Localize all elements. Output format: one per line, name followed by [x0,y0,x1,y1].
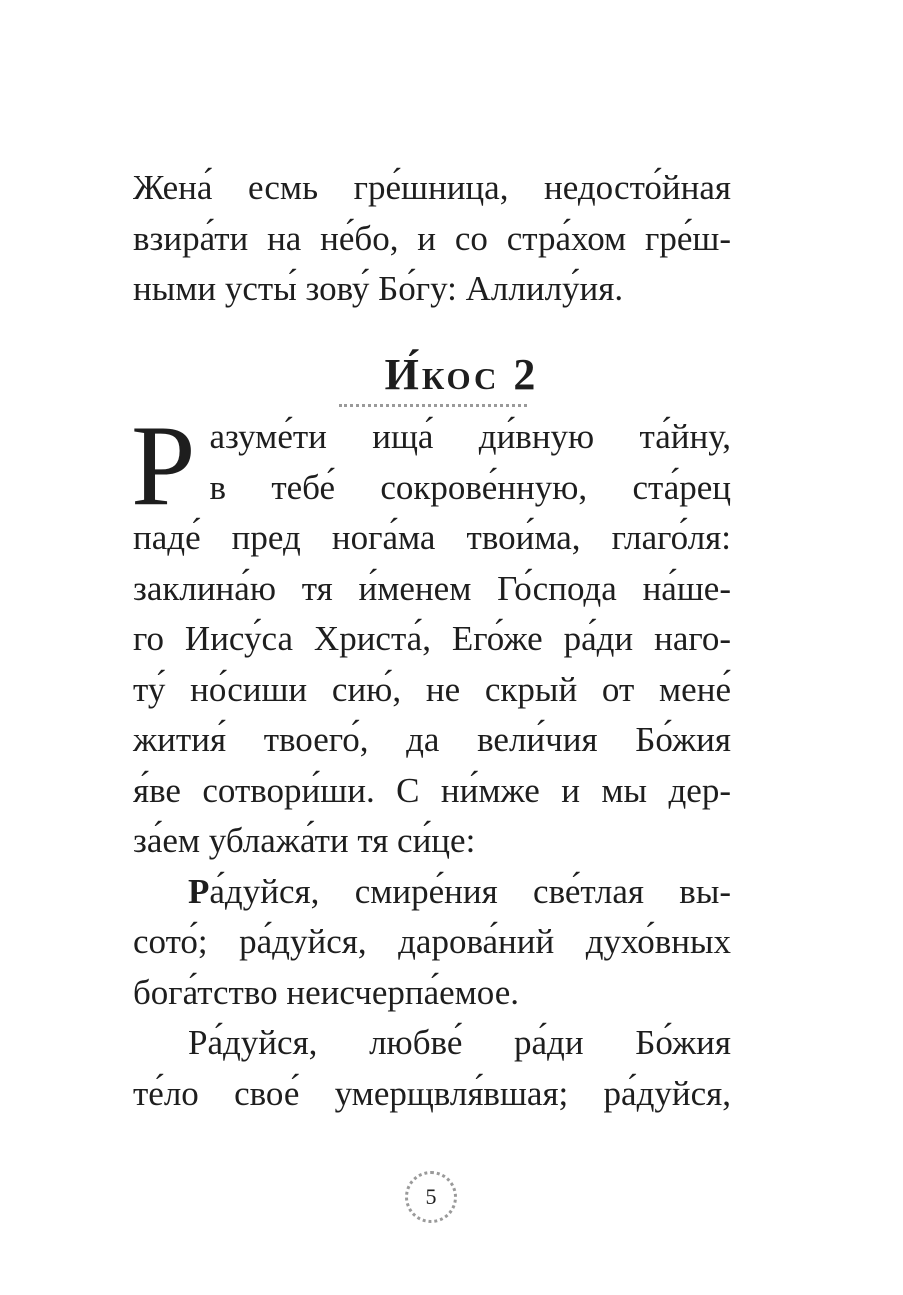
text-line: Жена́ есмь гре́шница, недосто́йная [133,168,731,207]
page-number-badge [405,1171,457,1223]
bold-initial: Р [188,871,210,911]
text-line: те́ло свое́ умерщвля́вшая; ра́дуйся, [133,1073,731,1113]
text-line: азуме́ти ища́ ди́вную та́йну, [209,417,731,456]
text-line: за́ем ублажа́ти тя си́це: [133,821,476,860]
dotted-heading-rule [339,404,527,407]
text-line: жития́ твоего́, да вели́чия Бо́жия [133,720,731,759]
text-line: Ра́дуйся, смире́ния све́тлая вы- [188,871,731,911]
page-number: 5 [425,1184,437,1209]
text-line: бога́тство неисчерпа́емое. [133,972,520,1012]
text-line: ту́ но́сиши сию́, не скрый от мене́ [133,669,731,709]
text-line: Ра́дуйся, любве́ ра́ди Бо́жия [188,1023,731,1062]
text-line: го Иису́са Христа́, Его́же ра́ди наго- [133,619,731,658]
opening-paragraph [133,163,731,315]
text-line: заклина́ю тя и́менем Го́спода на́ше- [133,568,731,608]
drop-cap: Р [131,402,196,530]
text-line: взира́ти на не́бо, и со стра́хом гре́ш- [133,218,731,258]
text-line: в тебе́ сокрове́нную, ста́рец [209,467,731,507]
text-line: ными усты́ зову́ Бо́гу: Аллилу́ия. [133,269,624,308]
section-heading-wrap [0,350,903,400]
section-heading: И́кос 2 [384,350,539,399]
text-line: я́ве сотвори́ши. С ни́мже и мы дер- [133,770,731,810]
section-body [131,402,731,1119]
text-line: паде́ пред нога́ма твои́ма, глаго́ля: [133,518,731,557]
text-line: сото́; ра́дуйся, дарова́ний духо́вных [133,922,731,961]
